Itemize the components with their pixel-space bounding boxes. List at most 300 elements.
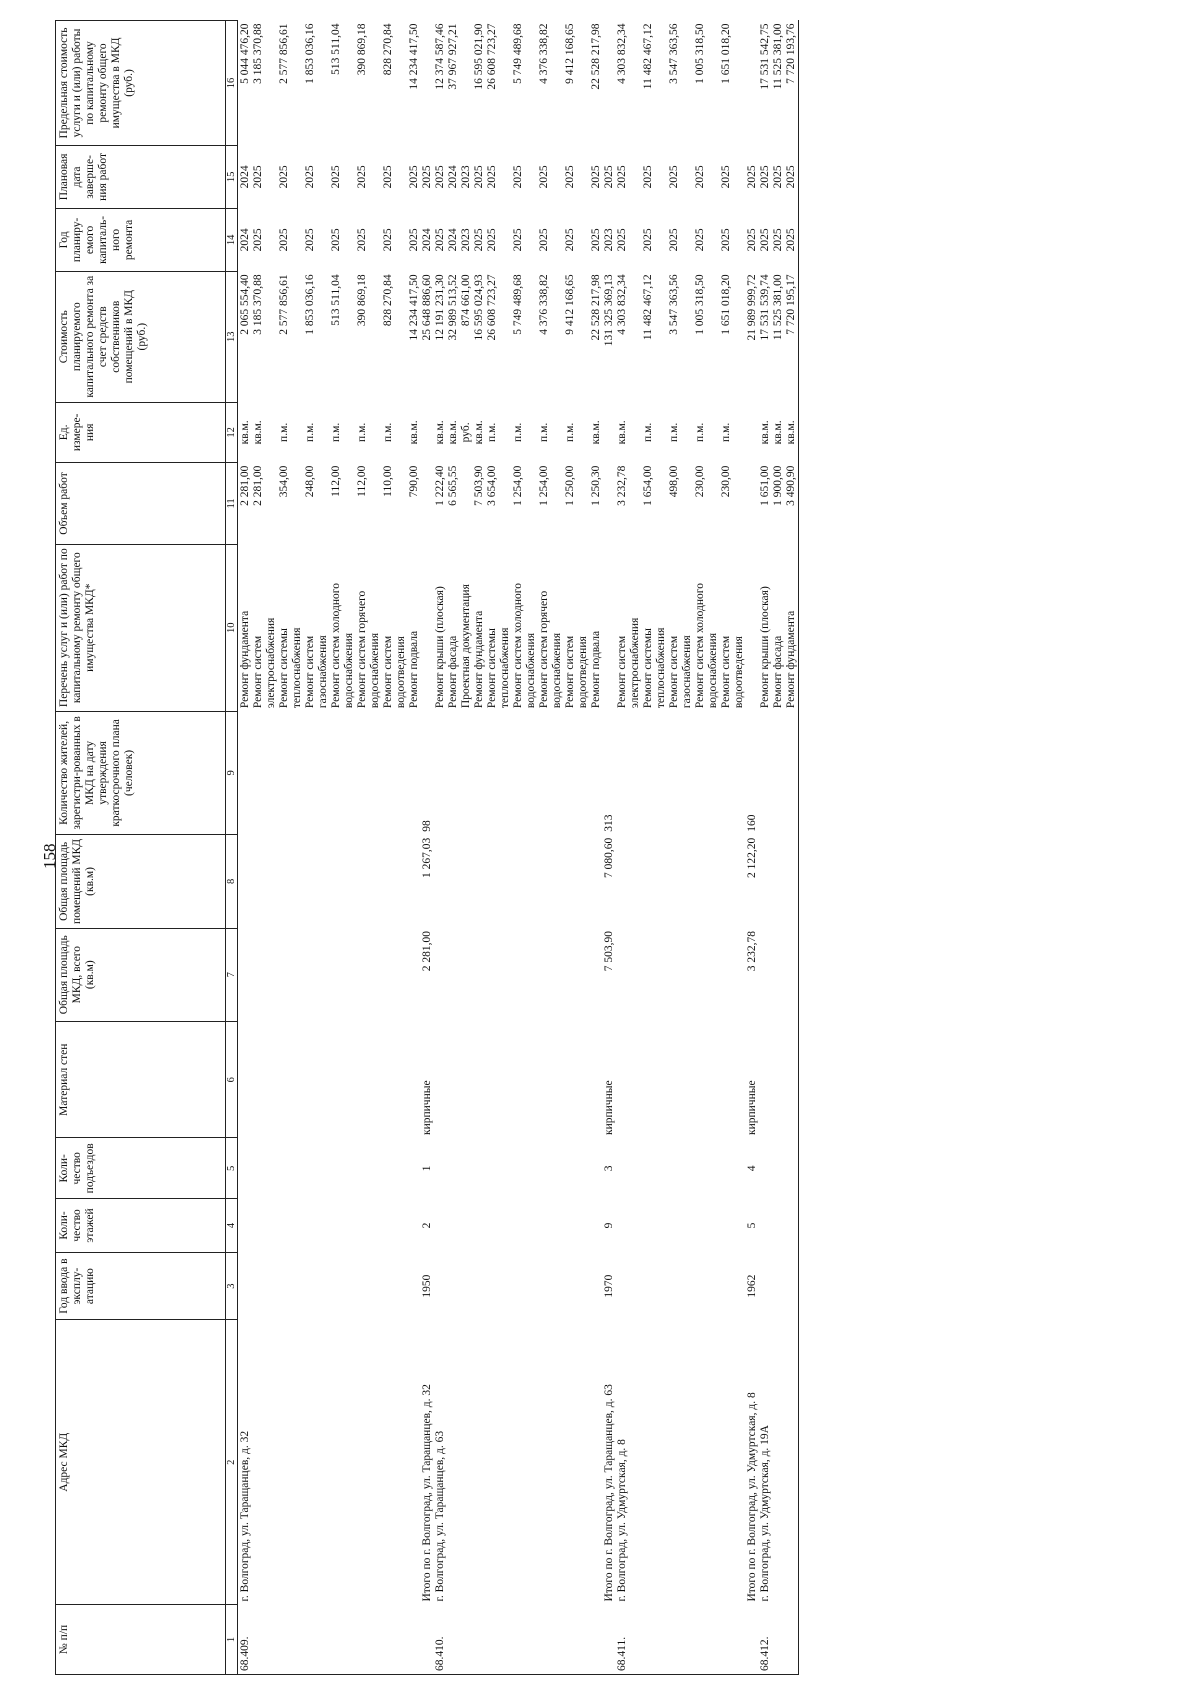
cell-col-14: 2025 bbox=[278, 228, 290, 252]
cell-col-12: п.м. bbox=[356, 422, 368, 442]
cell-col-14: 2025 bbox=[694, 228, 706, 252]
table-row bbox=[772, 21, 785, 1675]
cell-col-7 bbox=[564, 928, 590, 1021]
table-row bbox=[512, 21, 538, 1675]
cell-col-8 bbox=[538, 835, 564, 928]
cell-col-10: Ремонт фасада bbox=[772, 635, 784, 709]
column-header-8: Общая площадь помещений МКД (кв.м) bbox=[56, 835, 226, 928]
cell-col-6 bbox=[252, 1021, 278, 1138]
cell-col-8 bbox=[785, 835, 799, 928]
cell-col-6 bbox=[408, 1021, 421, 1138]
column-number-10: 10 bbox=[226, 544, 238, 711]
cell-col-9 bbox=[238, 711, 253, 835]
cell-col-9 bbox=[278, 711, 304, 835]
cell-col-2 bbox=[590, 1320, 603, 1605]
cell-col-4 bbox=[460, 1199, 473, 1253]
column-header-10: Перечень услуг и (или) работ по капитальному ремонту общего имущества МКД* bbox=[56, 544, 226, 711]
cell-col-10: Ремонт систем горячего водоснабжения bbox=[538, 590, 563, 709]
cell-col-10: Ремонт систем горячего водоснабжения bbox=[356, 590, 381, 709]
cell-col-2 bbox=[512, 1320, 538, 1605]
cell-col-3 bbox=[720, 1252, 746, 1320]
cell-col-2: Итого по г. Волгоград, ул. Таращанцев, д. 63 bbox=[603, 1384, 615, 1602]
cell-col-3 bbox=[356, 1252, 382, 1320]
column-header-7: Общая площадь МКД, всего (кв.м) bbox=[56, 928, 226, 1021]
cell-col-2 bbox=[473, 1320, 486, 1605]
cell-col-11: 1 654,00 bbox=[642, 465, 654, 506]
cell-col-6 bbox=[238, 1021, 253, 1138]
cell-col-11: 2 281,00 bbox=[239, 465, 251, 506]
cell-col-16: 1 853 036,16 bbox=[304, 23, 316, 84]
cell-col-7 bbox=[434, 928, 447, 1021]
cell-col-11: 2 281,00 bbox=[252, 465, 264, 506]
cell-col-8 bbox=[616, 835, 642, 928]
cell-col-5 bbox=[278, 1138, 304, 1199]
cell-col-8 bbox=[434, 835, 447, 928]
cell-col-2 bbox=[330, 1320, 356, 1605]
cell-col-8 bbox=[330, 835, 356, 928]
cell-col-16: 4 376 338,82 bbox=[538, 23, 550, 84]
cell-col-10: Ремонт систем водоотведения bbox=[382, 635, 407, 709]
cell-col-5 bbox=[473, 1138, 486, 1199]
cell-col-4 bbox=[785, 1199, 799, 1253]
cell-col-3 bbox=[460, 1252, 473, 1320]
cell-col-12: п.м. bbox=[512, 422, 524, 442]
cell-col-13: 1 005 318,50 bbox=[694, 274, 706, 335]
cell-col-4 bbox=[512, 1199, 538, 1253]
table-row bbox=[408, 21, 421, 1675]
cell-col-4 bbox=[356, 1199, 382, 1253]
cell-col-11: 1 250,00 bbox=[564, 465, 576, 506]
cell-col-10: Ремонт систем электроснабжения bbox=[616, 617, 641, 709]
cell-col-15: 2025 bbox=[564, 165, 576, 189]
cell-col-3 bbox=[590, 1252, 603, 1320]
cell-col-1 bbox=[304, 1605, 330, 1675]
cell-col-2 bbox=[538, 1320, 564, 1605]
cell-col-13: 21 989 999,72 bbox=[746, 274, 758, 341]
cell-col-11: 6 565,55 bbox=[447, 465, 459, 506]
cell-col-13: 2 577 856,61 bbox=[278, 274, 290, 335]
cell-col-3 bbox=[382, 1252, 408, 1320]
cell-col-2 bbox=[278, 1320, 304, 1605]
column-number-8: 8 bbox=[226, 835, 238, 928]
cell-col-2: Итого по г. Волгоград, ул. Таращанцев, д. 32 bbox=[421, 1384, 433, 1602]
cell-col-11: 1 250,30 bbox=[590, 465, 602, 506]
cell-col-10: Ремонт систем электроснабжения bbox=[252, 617, 277, 709]
table-body bbox=[238, 21, 799, 1675]
column-number-4: 4 bbox=[226, 1199, 238, 1253]
cell-col-7 bbox=[473, 928, 486, 1021]
cell-col-3 bbox=[447, 1252, 460, 1320]
cell-col-12: п.м. bbox=[330, 422, 342, 442]
cell-col-5 bbox=[408, 1138, 421, 1199]
cell-col-16: 513 511,04 bbox=[330, 23, 342, 75]
cell-col-2 bbox=[720, 1320, 746, 1605]
cell-col-1 bbox=[460, 1605, 473, 1675]
cell-col-13: 513 511,04 bbox=[330, 274, 342, 326]
cell-col-5 bbox=[642, 1138, 668, 1199]
cell-col-11: 1 254,00 bbox=[538, 465, 550, 506]
table-row bbox=[238, 21, 253, 1675]
cell-col-14: 2025 bbox=[434, 228, 446, 252]
cell-col-1 bbox=[746, 1605, 759, 1675]
cell-col-9 bbox=[694, 711, 720, 835]
cell-col-14: 2025 bbox=[564, 228, 576, 252]
cell-col-9 bbox=[642, 711, 668, 835]
column-header-14: Год планиру-емого капиталь-ного ремонта bbox=[56, 208, 226, 271]
cell-col-14: 2025 bbox=[668, 228, 680, 252]
cell-col-5 bbox=[382, 1138, 408, 1199]
subtotal-row bbox=[421, 21, 434, 1675]
cell-col-13: 14 234 417,50 bbox=[408, 274, 420, 341]
column-number-9: 9 bbox=[226, 711, 238, 835]
cell-col-7: 7 503,90 bbox=[603, 931, 615, 972]
cell-col-8 bbox=[460, 835, 473, 928]
cell-col-8 bbox=[278, 835, 304, 928]
table-row bbox=[447, 21, 460, 1675]
cell-col-5 bbox=[564, 1138, 590, 1199]
cell-col-8: 1 267,03 bbox=[421, 837, 433, 878]
cell-col-5 bbox=[759, 1138, 772, 1199]
cell-col-3 bbox=[434, 1252, 447, 1320]
cell-col-6: кирпичные bbox=[421, 1080, 433, 1135]
cell-col-16: 1 005 318,50 bbox=[694, 23, 706, 84]
cell-col-9 bbox=[590, 711, 603, 835]
cell-col-12: п.м. bbox=[486, 422, 498, 442]
cell-col-5 bbox=[720, 1138, 746, 1199]
cell-col-7 bbox=[382, 928, 408, 1021]
cell-col-10: Ремонт подвала bbox=[408, 630, 420, 709]
column-number-13: 13 bbox=[226, 271, 238, 402]
cell-col-9 bbox=[460, 711, 473, 835]
cell-col-9 bbox=[512, 711, 538, 835]
cell-col-8 bbox=[564, 835, 590, 928]
cell-col-10: Ремонт систем водоотведения bbox=[564, 635, 589, 709]
cell-col-7 bbox=[590, 928, 603, 1021]
cell-col-2 bbox=[356, 1320, 382, 1605]
cell-col-1: 68.410. bbox=[434, 1605, 447, 1675]
table-row bbox=[785, 21, 799, 1675]
cell-col-6 bbox=[278, 1021, 304, 1138]
cell-col-6: кирпичные bbox=[746, 1080, 758, 1135]
cell-col-5 bbox=[252, 1138, 278, 1199]
cell-col-12: кв.м. bbox=[785, 402, 799, 463]
cell-col-4 bbox=[616, 1199, 642, 1253]
column-number-12: 12 bbox=[226, 402, 238, 463]
cell-col-5 bbox=[356, 1138, 382, 1199]
cell-col-7 bbox=[330, 928, 356, 1021]
cell-col-15: 2025 bbox=[473, 165, 485, 189]
cell-col-12: кв.м. bbox=[759, 420, 771, 445]
cell-col-8 bbox=[642, 835, 668, 928]
cell-col-13: 16 595 024,93 bbox=[473, 274, 485, 341]
cell-col-7 bbox=[304, 928, 330, 1021]
cell-col-15: 2025 bbox=[304, 165, 316, 189]
cell-col-15: 2025 bbox=[694, 165, 706, 189]
column-number-11: 11 bbox=[226, 463, 238, 545]
cell-col-3 bbox=[330, 1252, 356, 1320]
cell-col-7 bbox=[616, 928, 642, 1021]
cell-col-10: Ремонт систем газоснабжения bbox=[304, 635, 329, 709]
table-row bbox=[460, 21, 473, 1675]
column-header-12: Ед. измере-ния bbox=[56, 402, 226, 463]
column-header-5: Коли-чество подъездов bbox=[56, 1138, 226, 1199]
cell-col-5 bbox=[785, 1138, 799, 1199]
cell-col-5 bbox=[434, 1138, 447, 1199]
cell-col-9 bbox=[759, 711, 772, 835]
cell-col-11: 112,00 bbox=[330, 465, 342, 497]
cell-col-2 bbox=[382, 1320, 408, 1605]
cell-col-15: 2025 bbox=[785, 145, 799, 208]
column-header-4: Коли-чество этажей bbox=[56, 1199, 226, 1253]
cell-col-6 bbox=[473, 1021, 486, 1138]
cell-col-5: 3 bbox=[603, 1165, 615, 1172]
cell-col-10: Ремонт системы теплоснабжения bbox=[642, 627, 667, 709]
cell-col-5 bbox=[330, 1138, 356, 1199]
cell-col-14: 2023 bbox=[603, 228, 615, 252]
cell-col-16 bbox=[460, 21, 473, 146]
cell-col-4 bbox=[720, 1199, 746, 1253]
table-row bbox=[720, 21, 746, 1675]
cell-col-1 bbox=[486, 1605, 512, 1675]
cell-col-16: 16 595 021,90 bbox=[473, 23, 485, 90]
cell-col-13: 5 749 489,68 bbox=[512, 274, 524, 335]
cell-col-8 bbox=[772, 835, 785, 928]
cell-col-1: 68.411. bbox=[616, 1605, 642, 1675]
cell-col-7 bbox=[486, 928, 512, 1021]
cell-col-11: 7 503,90 bbox=[473, 465, 485, 506]
cell-col-13: 12 191 231,30 bbox=[434, 274, 446, 341]
cell-col-6 bbox=[564, 1021, 590, 1138]
cell-col-12: кв.м. bbox=[252, 420, 264, 445]
cell-col-9 bbox=[382, 711, 408, 835]
cell-col-9 bbox=[538, 711, 564, 835]
cell-col-14: 2025 bbox=[785, 208, 799, 271]
cell-col-6 bbox=[538, 1021, 564, 1138]
cell-col-2: г. Волгоград, ул. Удмуртская, д. 8 bbox=[616, 1439, 628, 1602]
cell-col-3 bbox=[564, 1252, 590, 1320]
cell-col-1 bbox=[330, 1605, 356, 1675]
cell-col-14: 2025 bbox=[512, 228, 524, 252]
cell-col-13: 3 185 370,88 bbox=[252, 274, 264, 335]
column-number-7: 7 bbox=[226, 928, 238, 1021]
cell-col-16: 4 303 832,34 bbox=[616, 23, 628, 84]
cell-col-7: 2 281,00 bbox=[421, 931, 433, 972]
cell-col-10: Ремонт фундамента bbox=[239, 610, 251, 709]
cell-col-15: 2025 bbox=[512, 165, 524, 189]
cell-col-9: 160 bbox=[746, 814, 758, 832]
cell-col-14: 2025 bbox=[473, 228, 485, 252]
cell-col-11: 3 654,00 bbox=[486, 465, 498, 506]
cell-col-8 bbox=[512, 835, 538, 928]
cell-col-7 bbox=[447, 928, 460, 1021]
cell-col-3: 1950 bbox=[421, 1274, 433, 1298]
cell-col-2 bbox=[304, 1320, 330, 1605]
cell-col-9 bbox=[356, 711, 382, 835]
cell-col-6 bbox=[486, 1021, 512, 1138]
cell-col-1 bbox=[278, 1605, 304, 1675]
cell-col-11 bbox=[603, 463, 616, 545]
cell-col-14: 2025 bbox=[330, 228, 342, 252]
cell-col-13: 4 303 832,34 bbox=[616, 274, 628, 335]
cell-col-5 bbox=[447, 1138, 460, 1199]
cell-col-10: Ремонт системы теплоснабжения bbox=[278, 627, 303, 709]
cell-col-12: кв.м. bbox=[408, 420, 420, 445]
column-number-14: 14 bbox=[226, 208, 238, 271]
cell-col-2 bbox=[486, 1320, 512, 1605]
column-header-6: Материал стен bbox=[56, 1021, 226, 1138]
cell-col-16 bbox=[421, 21, 434, 146]
cell-col-1 bbox=[473, 1605, 486, 1675]
cell-col-1 bbox=[590, 1605, 603, 1675]
column-number-6: 6 bbox=[226, 1021, 238, 1138]
cell-col-7 bbox=[460, 928, 473, 1021]
cell-col-6 bbox=[590, 1021, 603, 1138]
table-row bbox=[486, 21, 512, 1675]
cell-col-2 bbox=[772, 1320, 785, 1605]
cell-col-12: кв.м. bbox=[473, 420, 485, 445]
cell-col-10: Ремонт систем газоснабжения bbox=[668, 635, 693, 709]
cell-col-6 bbox=[616, 1021, 642, 1138]
cell-col-14: 2025 bbox=[486, 228, 498, 252]
table-row bbox=[382, 21, 408, 1675]
cell-col-12 bbox=[421, 402, 434, 463]
table-row bbox=[538, 21, 564, 1675]
cell-col-4 bbox=[772, 1199, 785, 1253]
cell-col-4 bbox=[330, 1199, 356, 1253]
cell-col-14: 2025 bbox=[759, 228, 771, 252]
cell-col-14: 2025 bbox=[616, 228, 628, 252]
cell-col-9 bbox=[668, 711, 694, 835]
cell-col-2 bbox=[785, 1320, 799, 1605]
cell-col-16: 5 044 476,20 bbox=[239, 23, 251, 84]
cell-col-2 bbox=[447, 1320, 460, 1605]
cell-col-1 bbox=[356, 1605, 382, 1675]
cell-col-14: 2023 bbox=[460, 228, 472, 252]
cell-col-4 bbox=[642, 1199, 668, 1253]
table-row bbox=[590, 21, 603, 1675]
cell-col-13: 874 661,00 bbox=[460, 274, 472, 327]
cell-col-3 bbox=[238, 1252, 253, 1320]
column-number-15: 15 bbox=[226, 145, 238, 208]
table-row bbox=[304, 21, 330, 1675]
cell-col-2 bbox=[252, 1320, 278, 1605]
table-row bbox=[434, 21, 447, 1675]
cell-col-16 bbox=[603, 21, 616, 146]
cell-col-6 bbox=[642, 1021, 668, 1138]
cell-col-9 bbox=[772, 711, 785, 835]
column-number-1: 1 bbox=[226, 1605, 238, 1675]
cell-col-12: п.м. bbox=[564, 422, 576, 442]
cell-col-5 bbox=[486, 1138, 512, 1199]
cell-col-11: 354,00 bbox=[278, 465, 290, 498]
cell-col-7 bbox=[278, 928, 304, 1021]
cell-col-3 bbox=[642, 1252, 668, 1320]
cell-col-6 bbox=[330, 1021, 356, 1138]
cell-col-14: 2025 bbox=[408, 228, 420, 252]
cell-col-8 bbox=[382, 835, 408, 928]
cell-col-15: 2025 bbox=[642, 165, 654, 189]
cell-col-10: Ремонт фундамента bbox=[473, 610, 485, 709]
cell-col-10 bbox=[603, 544, 616, 711]
cell-col-14: 2025 bbox=[746, 228, 758, 252]
cell-col-7 bbox=[720, 928, 746, 1021]
cell-col-15: 2025 bbox=[590, 165, 602, 189]
cell-col-10: Ремонт крыши (плоская) bbox=[434, 586, 446, 709]
cell-col-2 bbox=[460, 1320, 473, 1605]
cell-col-16: 828 270,84 bbox=[382, 23, 394, 76]
cell-col-9: 313 bbox=[603, 814, 615, 832]
cell-col-3 bbox=[785, 1252, 799, 1320]
cell-col-7 bbox=[759, 928, 772, 1021]
cell-col-3 bbox=[252, 1252, 278, 1320]
cell-col-6 bbox=[434, 1021, 447, 1138]
cell-col-5 bbox=[304, 1138, 330, 1199]
cell-col-1 bbox=[720, 1605, 746, 1675]
column-header-3: Год ввода в эксплу-атацию bbox=[56, 1252, 226, 1320]
cell-col-10: Ремонт системы теплоснабжения bbox=[486, 627, 511, 709]
cell-col-14: 2025 bbox=[772, 228, 784, 252]
cell-col-1 bbox=[694, 1605, 720, 1675]
cell-col-12: п.м. bbox=[304, 422, 316, 442]
cell-col-7 bbox=[512, 928, 538, 1021]
cell-col-15: 2025 bbox=[252, 165, 264, 189]
cell-col-8 bbox=[668, 835, 694, 928]
cell-col-11: 3 490,90 bbox=[785, 463, 799, 545]
cell-col-3 bbox=[759, 1252, 772, 1320]
cell-col-5 bbox=[694, 1138, 720, 1199]
cell-col-1 bbox=[785, 1605, 799, 1675]
cell-col-16: 17 531 542,75 bbox=[759, 23, 771, 90]
cell-col-9 bbox=[447, 711, 460, 835]
cell-col-15: 2025 bbox=[486, 165, 498, 189]
cell-col-5 bbox=[616, 1138, 642, 1199]
cell-col-9 bbox=[304, 711, 330, 835]
cell-col-7 bbox=[668, 928, 694, 1021]
cell-col-6 bbox=[694, 1021, 720, 1138]
cell-col-1 bbox=[772, 1605, 785, 1675]
cell-col-8 bbox=[486, 835, 512, 928]
cell-col-8 bbox=[238, 835, 253, 928]
cell-col-4: 9 bbox=[603, 1222, 615, 1229]
cell-col-16 bbox=[746, 21, 759, 146]
cell-col-15: 2024 bbox=[239, 165, 251, 189]
cell-col-9 bbox=[564, 711, 590, 835]
cell-col-6 bbox=[785, 1021, 799, 1138]
cell-col-11: 1 222,40 bbox=[434, 465, 446, 506]
cell-col-6: кирпичные bbox=[603, 1080, 615, 1135]
cell-col-7 bbox=[772, 928, 785, 1021]
cell-col-8 bbox=[759, 835, 772, 928]
cell-col-3 bbox=[486, 1252, 512, 1320]
cell-col-14: 2025 bbox=[642, 228, 654, 252]
cell-col-9 bbox=[720, 711, 746, 835]
table-row bbox=[473, 21, 486, 1675]
cell-col-4 bbox=[486, 1199, 512, 1253]
cell-col-2 bbox=[694, 1320, 720, 1605]
cell-col-11 bbox=[421, 463, 434, 545]
cell-col-5 bbox=[772, 1138, 785, 1199]
cell-col-10: Ремонт фасада bbox=[447, 635, 459, 709]
column-header-15: Плановая дата заверше-ния работ bbox=[56, 145, 226, 208]
cell-col-4 bbox=[590, 1199, 603, 1253]
cell-col-9: 98 bbox=[421, 820, 433, 832]
cell-col-4: 2 bbox=[421, 1222, 433, 1229]
cell-col-1 bbox=[252, 1605, 278, 1675]
cell-col-1 bbox=[642, 1605, 668, 1675]
cell-col-11: 110,00 bbox=[382, 465, 394, 497]
cell-col-15: 2025 bbox=[421, 165, 433, 189]
cell-col-13: 2 065 554,40 bbox=[239, 274, 251, 335]
